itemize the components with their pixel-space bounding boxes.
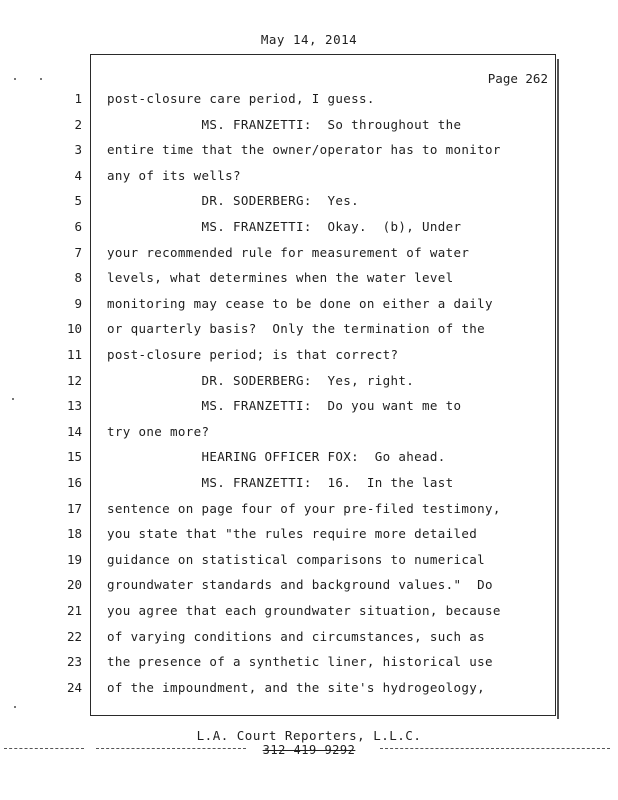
line-number: 5 bbox=[74, 193, 82, 209]
transcript-line: groundwater standards and background values." Do bbox=[107, 577, 493, 593]
transcript-line: your recommended rule for measurement of water bbox=[107, 244, 470, 260]
transcript-line: you state that "the rules require more detailed bbox=[107, 526, 478, 542]
line-number: 13 bbox=[66, 398, 82, 414]
transcript-line: levels, what determines when the water level bbox=[107, 270, 454, 286]
transcript-line: guidance on statistical comparisons to numerical bbox=[107, 551, 486, 567]
line-number: 11 bbox=[66, 347, 82, 362]
scan-artifact-rule-right bbox=[380, 748, 610, 749]
line-number: 10 bbox=[66, 321, 82, 337]
transcript-line: any of its wells? bbox=[107, 167, 241, 183]
scan-speck bbox=[14, 706, 16, 708]
line-number: 14 bbox=[66, 423, 82, 439]
transcript-line: or quarterly basis? Only the termination of the bbox=[107, 321, 486, 337]
scan-speck bbox=[14, 78, 16, 80]
scan-speck bbox=[40, 78, 42, 80]
transcript-line: MS. FRANZETTI: Okay. (b), Under bbox=[107, 219, 462, 234]
transcript-line: post-closure period; is that correct? bbox=[107, 347, 399, 362]
line-number: 8 bbox=[74, 270, 82, 286]
line-number: 2 bbox=[74, 116, 82, 132]
transcript-line: post-closure care period, I guess. bbox=[107, 91, 375, 106]
transcript-line: DR. SODERBERG: Yes. bbox=[107, 193, 360, 209]
transcript-line: the presence of a synthetic liner, historical use bbox=[107, 654, 493, 670]
line-number: 1 bbox=[74, 91, 82, 106]
line-number: 4 bbox=[74, 167, 82, 183]
transcript-line: of the impoundment, and the site's hydrogeology, bbox=[107, 679, 486, 695]
line-number: 6 bbox=[74, 219, 82, 234]
line-number: 15 bbox=[66, 449, 82, 465]
transcript-line: sentence on page four of your pre-filed testimony, bbox=[107, 500, 501, 516]
transcript-line: entire time that the owner/operator has to monitor bbox=[107, 142, 501, 158]
transcript-line: try one more? bbox=[107, 423, 210, 439]
line-number: 9 bbox=[74, 295, 82, 311]
line-number: 20 bbox=[66, 577, 82, 593]
transcript-line: DR. SODERBERG: Yes, right. bbox=[107, 372, 415, 388]
line-number: 16 bbox=[66, 475, 82, 490]
line-number: 18 bbox=[66, 526, 82, 542]
line-number: 17 bbox=[66, 500, 82, 516]
scan-artifact-rule-mid bbox=[96, 748, 246, 749]
transcript-line: MS. FRANZETTI: So throughout the bbox=[107, 116, 462, 132]
line-number: 24 bbox=[66, 679, 82, 695]
line-number: 7 bbox=[74, 244, 82, 260]
transcript-line: MS. FRANZETTI: 16. In the last bbox=[107, 475, 454, 490]
line-number: 19 bbox=[66, 551, 82, 567]
line-number: 22 bbox=[66, 628, 82, 644]
scan-artifact-rule-left bbox=[4, 748, 84, 749]
page-date: May 14, 2014 bbox=[260, 32, 358, 47]
reporter-company: L.A. Court Reporters, L.L.C. bbox=[196, 728, 422, 743]
transcript-line: monitoring may cease to be done on either a daily bbox=[107, 295, 493, 311]
transcript-line: HEARING OFFICER FOX: Go ahead. bbox=[107, 449, 446, 465]
line-number: 23 bbox=[66, 654, 82, 670]
reporter-phone: 312-419-9292 bbox=[262, 743, 356, 757]
scan-speck bbox=[12, 398, 14, 400]
transcript-line: MS. FRANZETTI: Do you want me to bbox=[107, 398, 462, 414]
page-number: Page 262 bbox=[487, 71, 548, 86]
line-number: 21 bbox=[66, 603, 82, 618]
transcript-line: you agree that each groundwater situation, because bbox=[107, 603, 501, 618]
transcript-line: of varying conditions and circumstances, such as bbox=[107, 628, 486, 644]
line-number: 12 bbox=[66, 372, 82, 388]
line-number: 3 bbox=[74, 142, 82, 158]
